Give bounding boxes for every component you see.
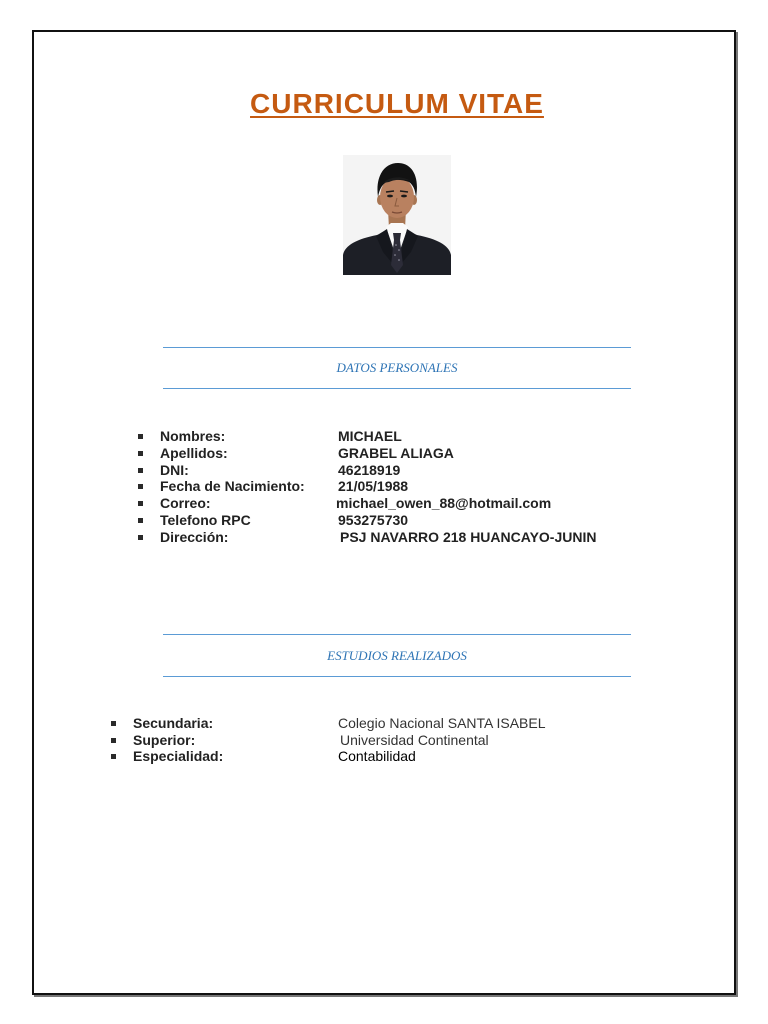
- secundaria-value: Colegio Nacional SANTA ISABEL: [338, 715, 546, 731]
- superior-label: Superior:: [133, 731, 196, 748]
- square-bullet-icon: [111, 721, 116, 726]
- datos-personales-list: [0, 428, 768, 545]
- nombres-label: Nombres:: [160, 428, 226, 444]
- secundaria-label: Secundaria:: [133, 715, 214, 731]
- square-bullet-icon: [111, 738, 116, 743]
- list-item-direccion: [0, 529, 768, 546]
- dni-label: DNI:: [160, 461, 189, 478]
- apellidos-value: GRABEL ALIAGA: [338, 444, 454, 461]
- square-bullet-icon: [138, 434, 143, 439]
- list-item-superior: [0, 732, 768, 749]
- section-heading-datos-personales: DATOS PERSONALES: [163, 347, 631, 389]
- list-item-correo: [0, 495, 768, 512]
- square-bullet-icon: [111, 754, 116, 759]
- especialidad-value: Contabilidad: [338, 748, 416, 765]
- estudios-realizados-list: [0, 715, 768, 765]
- square-bullet-icon: [138, 451, 143, 456]
- list-item-telefono: [0, 512, 768, 529]
- direccion-value: PSJ NAVARRO 218 HUANCAYO-JUNIN: [340, 528, 597, 545]
- fecha-nacimiento-label: Fecha de Nacimiento:: [160, 478, 305, 495]
- telefono-label: Telefono RPC: [160, 511, 251, 528]
- correo-label: Correo:: [160, 495, 211, 511]
- list-item-fecha-nacimiento: [0, 478, 768, 495]
- square-bullet-icon: [138, 535, 143, 540]
- square-bullet-icon: [138, 484, 143, 489]
- square-bullet-icon: [138, 468, 143, 473]
- document-title: CURRICULUM VITAE: [250, 88, 544, 119]
- telefono-value: 953275730: [338, 511, 409, 528]
- nombres-value: MICHAEL: [338, 428, 402, 444]
- list-item-secundaria: [0, 715, 768, 732]
- list-item-especialidad: [0, 748, 768, 765]
- superior-value: Universidad Continental: [340, 731, 489, 748]
- list-item-apellidos: [0, 445, 768, 462]
- apellidos-label: Apellidos:: [160, 444, 228, 461]
- square-bullet-icon: [138, 501, 143, 506]
- profile-photo: [343, 155, 451, 275]
- direccion-label: Dirección:: [160, 528, 229, 545]
- list-item-nombres: [0, 428, 768, 445]
- especialidad-label: Especialidad:: [133, 748, 224, 765]
- list-item-dni: [0, 462, 768, 479]
- square-bullet-icon: [138, 518, 143, 523]
- dni-value: 46218919: [338, 461, 401, 478]
- correo-value: michael_owen_88@hotmail.com: [336, 495, 552, 511]
- fecha-nacimiento-value: 21/05/1988: [338, 478, 409, 495]
- section-heading-estudios-realizados: ESTUDIOS REALIZADOS: [163, 634, 631, 677]
